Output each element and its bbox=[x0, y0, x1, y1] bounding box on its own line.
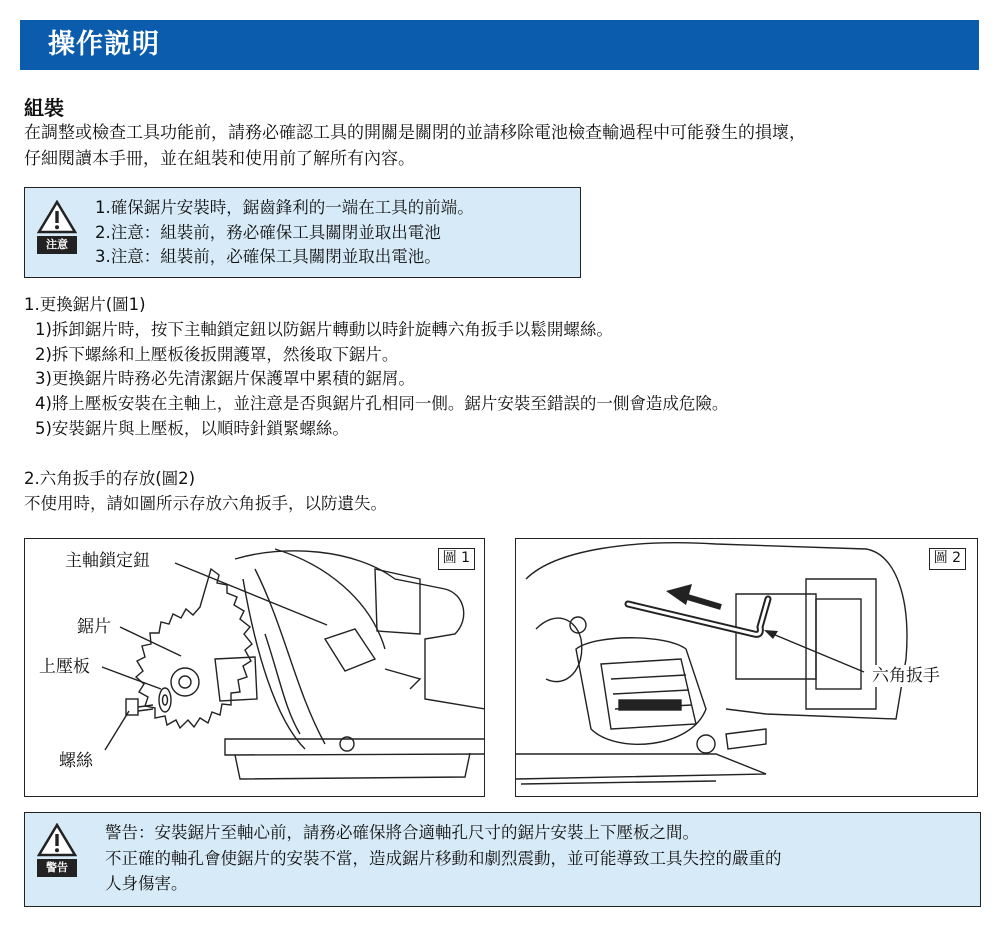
warning-text bbox=[105, 820, 782, 897]
intro-line: 仔細閱讀本手冊，並在組裝和使用前了解所有內容。 bbox=[24, 149, 415, 169]
replace-step: 5)安裝鋸片與上壓板，以順時針鎖緊螺絲。 bbox=[35, 418, 349, 438]
figure-1-blade-replacement bbox=[24, 538, 485, 797]
replace-blade-section bbox=[24, 293, 728, 442]
replace-step: 3)更換鋸片時務必先清潔鋸片保護罩中累積的鋸屑。 bbox=[35, 369, 415, 389]
assembly-intro bbox=[24, 120, 984, 172]
warning-symbol bbox=[37, 823, 77, 877]
caution-symbol bbox=[37, 200, 77, 254]
warning-box bbox=[24, 812, 981, 907]
section-heading-assembly: 組裝 bbox=[24, 96, 64, 120]
warning-line: 不正確的軸孔會使鋸片的安裝不當，造成鋸片移動和劇烈震動，並可能導致工具失控的嚴重的 bbox=[105, 848, 782, 868]
caution-box bbox=[24, 187, 581, 278]
figure-2-tag: 圖 2 bbox=[929, 548, 966, 570]
callout-upper-flange: 上壓板 bbox=[39, 657, 90, 677]
replace-step: 2)拆下螺絲和上壓板後扳開護罩，然後取下鋸片。 bbox=[35, 344, 399, 364]
page-title: 操作説明 bbox=[48, 29, 160, 60]
saw-blade-illustration bbox=[25, 539, 485, 797]
page-title-bar bbox=[20, 20, 979, 70]
warning-line: 警告：安裝鋸片至軸心前，請務必確保將合適軸孔尺寸的鋸片安裝上下壓板之間。 bbox=[105, 823, 699, 842]
warning-triangle-icon bbox=[37, 823, 77, 857]
replace-step: 4)將上壓板安裝在主軸上，並注意是否與鋸片孔相同一側。鋸片安裝至錯誤的一側會造成危險。 bbox=[35, 394, 729, 414]
warning-line: 人身傷害。 bbox=[105, 874, 188, 893]
replace-blade-title: 1.更換鋸片(圖1) bbox=[24, 295, 146, 314]
warning-triangle-icon bbox=[37, 200, 77, 234]
callout-blade: 鋸片 bbox=[77, 617, 111, 637]
callout-screw: 螺絲 bbox=[59, 751, 93, 771]
warning-label: 警告 bbox=[37, 859, 77, 877]
wrench-storage-text: 不使用時，請如圖所示存放六角扳手，以防遺失。 bbox=[24, 493, 387, 513]
wrench-storage-title: 2.六角扳手的存放(圖2) bbox=[24, 469, 196, 488]
caution-text bbox=[95, 196, 474, 270]
figure-1-tag: 圖 1 bbox=[438, 548, 475, 570]
caution-line: 2.注意：組裝前，務必確保工具關閉並取出電池 bbox=[95, 222, 441, 242]
callout-hex-wrench: 六角扳手 bbox=[872, 666, 940, 686]
callout-spindle-lock: 主軸鎖定鈕 bbox=[65, 551, 150, 571]
wrench-storage-section bbox=[24, 467, 387, 517]
figure-2-wrench-storage bbox=[515, 538, 978, 797]
replace-step: 1)拆卸鋸片時，按下主軸鎖定鈕以防鋸片轉動以時針旋轉六角扳手以鬆開螺絲。 bbox=[35, 319, 613, 339]
caution-label: 注意 bbox=[37, 236, 77, 254]
caution-line: 3.注意：組裝前，必確保工具關閉並取出電池。 bbox=[95, 247, 441, 266]
caution-line: 1.確保鋸片安裝時，鋸齒鋒利的一端在工具的前端。 bbox=[95, 198, 474, 217]
intro-line: 在調整或檢查工具功能前，請務必確認工具的開關是關閉的並請移除電池檢查輸過程中可能發生的損壞， bbox=[24, 123, 806, 143]
